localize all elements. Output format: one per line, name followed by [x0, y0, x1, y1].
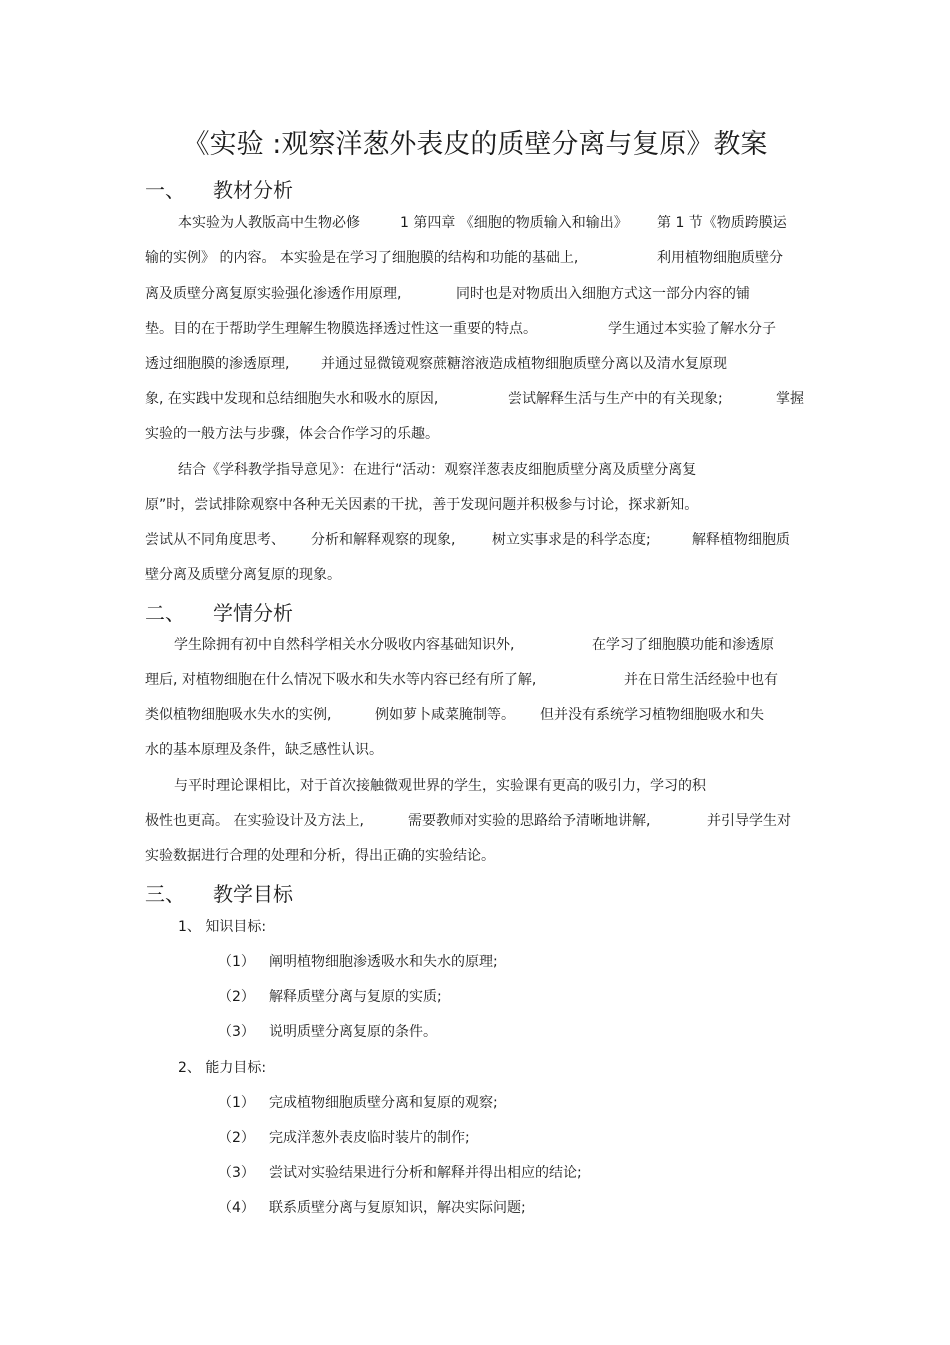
section-label: 教学目标 — [213, 882, 293, 906]
section-label: 教材分析 — [213, 178, 293, 202]
section-label: 学情分析 — [213, 601, 293, 625]
list-item: （1） 阐明植物细胞渗透吸水和失水的原理; — [218, 954, 498, 970]
section-heading-2 — [145, 597, 293, 626]
list-item: （2） 解释质壁分离与复原的实质; — [218, 989, 442, 1005]
list-item: （3） 尝试对实验结果进行分析和解释并得出相应的结论; — [218, 1165, 582, 1181]
section-number: 二、 — [145, 601, 185, 625]
section-number: 一、 — [145, 178, 185, 202]
goal-label: 2、 能力目标: — [178, 1060, 267, 1076]
list-item: （3） 说明质壁分离复原的条件。 — [218, 1024, 437, 1040]
list-item: （2） 完成洋葱外表皮临时装片的制作; — [218, 1130, 470, 1146]
document-page: 《实验 :观察洋葱外表皮的质壁分离与复原》教案 一、 教材分析 本实验为人教版高中生物必修 1 第四章 《细胞的物质输入和输出》 第 1 节《物质跨膜运 输的实例》 的内容。 本实验是在学习了细胞膜的结构和功能的基础上, 利用植物细胞质壁分 离及质壁分离复原实验强化渗透作用原理, 同时也是对物质出入细胞方式这一部分内容的铺 垫。目的在于帮助学生理解生物膜选择透过性这一重要的特点。 学生通过本实验了解水分子 透过细胞膜的渗透原理, 并通过显微镜观察蔗糖溶液造成植物细胞质壁分离以及清水复原现 象, 在实践中发现和总结细胞失水和吸水的原因, 尝试解释生活与生产中的有关现象; 掌握 实验的一般方法与步骤，体会合作学习的乐趣。 结合《学科教学指导意见》：在进行“活动：观察洋葱表皮细胞质壁分离及质壁分离复 原”时，尝试排除观察中各种无关因素的干扰，善于发现问题并积极参与讨论，探求新知。 尝试从不同角度思考、 分析和解释观察的现象, 树立实事求是的科学态度; 解释植物细胞质 壁分离及质壁分离复原的现象。 二、 学情分析 学生除拥有初中自然科学相关水分吸收内容基础知识外, 在学习了细胞膜功能和渗透原 理后, 对植物细胞在什么情况下吸水和失水等内容已经有所了解, 并在日常生活经验中也有 类似植物细胞吸水失水的实例, 例如萝卜咸菜腌制等。 但并没有系统学习植物细胞吸水和失 水的基本原理及条件，缺乏感性认识。 与平时理论课相比，对于首次接触微观世界的学生，实验课有更高的吸引力，学习的积 极性也更高。 在实验设计及方法上, 需要教师对实验的思路给予清晰地讲解, 并引导学生对 实验数据进行合理的处理和分析，得出正确的实验结论。 三、 教学目标 1、 知识目标: （1） 阐明植物细胞渗透吸水和失水的原理; （2） 解释质壁分离与复原的实质; （3） 说明质壁分离复原的条件。 2、 能力目标: （1） 完成植物细胞质壁分离和复原的观察; （2） 完成洋葱外表皮临时装片的制作; （3） 尝试对实验结果进行分析和解释并得出相应的结论; （4） 联系质壁分离与复原知识，解决实际问题; — [0, 0, 950, 1345]
section-heading-1 — [145, 174, 293, 203]
list-item: （4） 联系质壁分离与复原知识，解决实际问题; — [218, 1200, 526, 1216]
document-title: 《实验 :观察洋葱外表皮的质壁分离与复原》教案 — [182, 129, 768, 160]
goal-label: 1、 知识目标: — [178, 919, 267, 935]
section-heading-3 — [145, 878, 293, 907]
section-number: 三、 — [145, 882, 185, 906]
list-item: （1） 完成植物细胞质壁分离和复原的观察; — [218, 1095, 498, 1111]
